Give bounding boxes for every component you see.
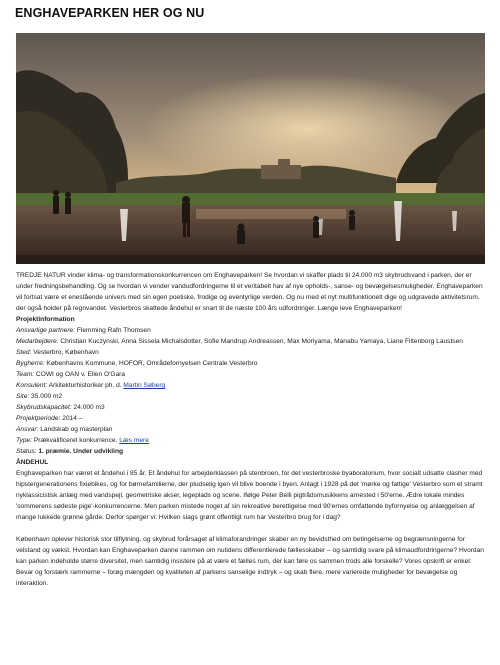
- section-heading: ÅNDEHUL: [16, 459, 49, 466]
- project-row-value: Flemming Rafn Thomsen: [75, 327, 151, 334]
- project-row-location: [16, 347, 486, 358]
- paragraph-gap: [16, 523, 486, 534]
- history-paragraph-2: København oplever historisk stor tilflytning, og skybrud forårsaget af klimaforandringer skaber en ny bevidsthed om betingelserne og begrænsningerne for velstand og vækst. Hvordan kan Enghaveparken danne rammen om nutidens differentierede fællesskaber – og samtidig svare på klimaudfordringerne? Hvordan kan parken indeholde større diversitet, men samtidig insistere på at være et fælles rum, der kan føre os sammen trods alle forskelle? Vores opskrift er enkel: Bevar og forstærk rammerne – forøg mængden og kvaliteten af parkens sanselige indtryk – og skab flere, mere varierede muligheder for bevægelse og interaktion.: [16, 536, 484, 587]
- project-row-value: Prækvalificeret konkurrence.: [32, 437, 120, 444]
- project-row-client: [16, 358, 486, 369]
- project-row-label: Site:: [16, 393, 30, 400]
- project-row-status: [16, 446, 486, 457]
- project-row-value: Vesterbro, København: [31, 349, 99, 356]
- project-row-value: 24.000 m3: [71, 404, 105, 411]
- project-row-label: Konsulent:: [16, 382, 48, 389]
- project-row-value: Landskab og masterplan: [38, 426, 113, 433]
- project-row-value: 35.000 m2: [29, 393, 63, 400]
- history-paragraph-1: Enghaveparken har været et åndehul i 85 år. Et åndehul for arbejderklassen på stenbroen, for det vesterbroske byaboratorium, hvor socialt udsatte clasher med hipstergenerationens fixiebikes, og for børnefamilierne, der pludselig igen vil blive boende i byen. Anlagt i 1928 på det 'mørke og fattige' Vesterbro som et stramt nyklassicistisk anlæg med vandspejl, geometriske akser, legeplads og scene. Ifølge Peter Belli pigtrådsmusikkens arnested i 50'erne. Ædre lokale mindes 'sommerens sødeste pige'-konkurrencerne. Men parken mistede noget af sin rekreative berettigelse med 90'ernes omfattende byfornyelse og anlæggelsen af mange lukkede grønne gårde. Derfor spørger vi: Hvilken slags grønt offentligt rum har Vesterbro brug for i dag?: [16, 470, 483, 521]
- page-title: ENGHAVEPARKEN HER OG NU: [15, 6, 205, 20]
- project-row-staff: [16, 336, 486, 347]
- project-row-value: 1. præmie. Under udvikling: [36, 448, 124, 455]
- intro-paragraph: TREDJE NATUR vinder klima- og transformationskonkurrencen om Enghaveparken! Se hvordan vi skaffer plads til 24.000 m3 skybrudsvand i parken, der er under fredningsbehandling. Og se hvordan vi vender vandudfordringerne til et veritabelt hav af nye opholds-, sanse- og bevægelsesmuligheder. Enghaveparken vil fortsat være et enestående univers med sin egen poetiske, frodige og eventyrlige verden. Og nu med et nyt multifunktionelt dige og udgravede aktivitetsrum, der også holder på regnvandet. Vesterbros skattede åndehul er snart til de næste 100 års udfordringer. Længe leve Enghaveparken!: [16, 272, 483, 312]
- project-row-label: Type:: [16, 437, 33, 444]
- project-row-value: Christian Kuczynski, Anna Sissela Michalsdotter, Sofie Mandrup Andreassen, Max Moriyama, Manabu Yamaya, Liane Filtenborg Laustsen: [58, 338, 463, 345]
- project-row-label: Status:: [16, 448, 37, 455]
- project-row-period: [16, 413, 486, 424]
- project-row-site: [16, 391, 486, 402]
- hero-image: [16, 33, 485, 264]
- project-row-label: Ansvar:: [16, 426, 39, 433]
- project-row-label: Projektperiode:: [16, 415, 61, 422]
- project-row-label: Ansvarlige partnere:: [16, 327, 76, 334]
- project-row-team: [16, 369, 486, 380]
- project-row-consultant: [16, 380, 486, 391]
- project-row-label: Sted:: [16, 349, 32, 356]
- project-row-label: Team:: [16, 371, 35, 378]
- project-row-value: Københavns Kommune, HOFOR, Områdefornyelsen Centrale Vesterbro: [44, 360, 258, 367]
- project-info-heading: Projektinformation: [16, 316, 75, 323]
- project-row-value: COWI og OAN v. Ellen O'Gara: [34, 371, 126, 378]
- read-more-link[interactable]: Læs mere: [119, 437, 149, 444]
- project-row-label: Bygherre:: [16, 360, 45, 367]
- project-row-capacity: [16, 402, 486, 413]
- park-visualisation: [16, 33, 485, 264]
- project-row-type: [16, 435, 486, 446]
- project-row-partners: [16, 325, 486, 336]
- project-row-responsibility: [16, 424, 486, 435]
- project-row-value: Arkitekturhistoriker ph. d.: [47, 382, 124, 389]
- project-row-value: 2014 –: [60, 415, 83, 422]
- article-body: [16, 270, 486, 589]
- consultant-link[interactable]: Martin Søberg: [123, 382, 166, 389]
- project-row-label: Medarbejdere:: [16, 338, 59, 345]
- project-row-label: Skybrudskapacitet:: [16, 404, 72, 411]
